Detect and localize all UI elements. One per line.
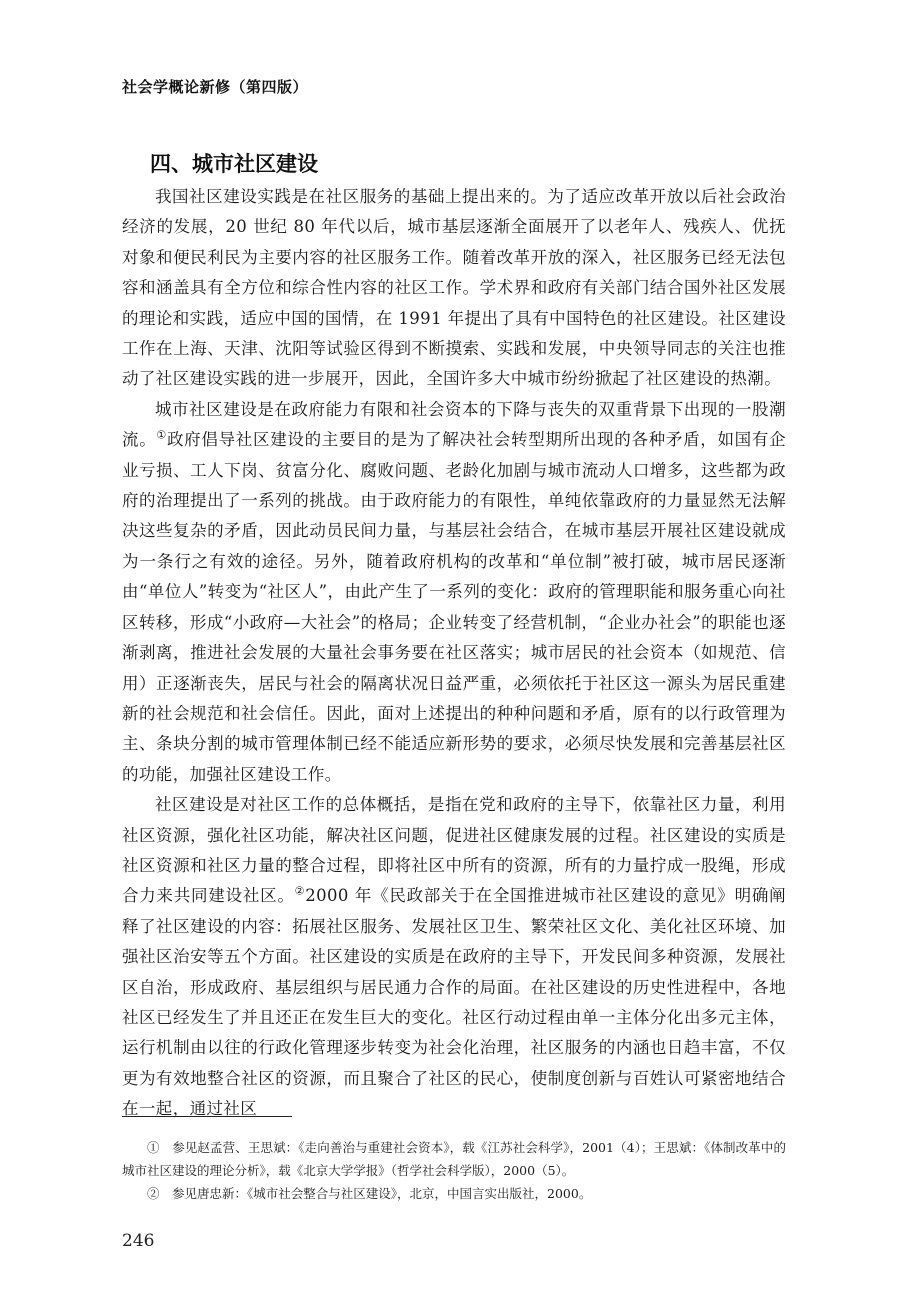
section-title: 四、城市社区建设	[150, 152, 318, 176]
paragraph-text: 政府倡导社区建设的主要目的是为了解决社会转型期所出现的各种矛盾，如国有企业亏损、工人下岗、贫富分化、腐败问题、老龄化加剧与城市流动人口增多，这些都为政府的治理提出了一系列的挑战。由于政府能力的有限性，单纯依靠政府的力量显然无法解决这些复杂的矛盾，因此动员民间力量，与基层社会结合，在城市基层开展社区建设就成为一条行之有效的途径。另外，随着政府机构的改革和“单位制”被打破，城市居民逐渐由“单位人”转变为“社区人”，由此产生了一系列的变化：政府的管理职能和服务重心向社区转移，形成“小政府—大社会”的格局；企业转变了经营机制，“企业办社会”的职能也逐渐剥离，推进社会发展的大量社会事务要在社区落实；城市居民的社会资本（如规范、信用）正逐渐丧失，居民与社会的隔离状况日益严重，必须依托于社区这一源头为居民重建新的社会规范和社会信任。因此，面对上述提出的种种问题和矛盾，原有的以行政管理为主、条块分割的城市管理体制已经不能适应新形势的要求，必须尽快发展和完善基层社区的功能，加强社区建设工作。	[122, 430, 786, 784]
footnote-divider	[122, 1116, 292, 1117]
footnotes	[122, 1136, 786, 1205]
footnote-marker-1[interactable]: ①	[156, 428, 167, 442]
paragraph-1	[122, 182, 786, 395]
paragraph-3	[122, 790, 786, 1124]
footnote-2: ② 参见唐忠新：《城市社会整合与社区建设》，北京，中国言实出版社，2000。	[147, 1186, 592, 1201]
paragraph-text: 社区建设是对社区工作的总体概括，是指在党和政府的主导下，依靠社区力量，利用社区资源，强化社区功能，解决社区问题，促进社区健康发展的过程。社区建设的实质是社区资源和社区力量的整合过程，即将社区中所有的资源，所有的力量拧成一股绳，形成合力来共同建设社区。	[122, 795, 786, 906]
paragraph-text: 城市社区建设是在政府能力有限和社会资本的下降与丧失的双重背景下出现的一股潮流。	[122, 399, 786, 450]
body-text	[122, 182, 786, 1125]
paragraph-2	[122, 395, 786, 790]
paragraph-text: 2000 年《民政部关于在全国推进城市社区建设的意见》明确阐释了社区建设的内容：拓展社区服务、发展社区卫生、繁荣社区文化、美化社区环境、加强社区治安等五个方面。社区建设的实质是在政府的主导下，开发民间多种资源，发展社区自治，形成政府、基层组织与居民通力合作的局面。在社区建设的历史性进程中，各地社区已经发生了并且还正在发生巨大的变化。社区行动过程由单一主体分化出多元主体，运行机制由以往的行政化管理逐步转变为社会化治理，社区服务的内涵也日趋丰富，不仅更为有效地整合社区的资源，而且聚合了社区的民心，使制度创新与百姓认可紧密地结合在一起，通过社区	[122, 886, 786, 1119]
footnote-marker-2[interactable]: ②	[294, 884, 306, 898]
paragraph-text: 我国社区建设实践是在社区服务的基础上提出来的。为了适应改革开放以后社会政治经济的发展，20 世纪 80 年代以后，城市基层逐渐全面展开了以老年人、残疾人、优抚对象和便民利民为主要内容的社区服务工作。随着改革开放的深入，社区服务已经无法包容和涵盖具有全方位和综合性内容的社区工作。学术界和政府有关部门结合国外社区发展的理论和实践，适应中国的国情，在 1991 年提出了具有中国特色的社区建设。社区建设工作在上海、天津、沈阳等试验区得到不断摸索、实践和发展，中央领导同志的关注也推动了社区建设实践的进一步展开，因此，全国许多大中城市纷纷掀起了社区建设的热潮。	[122, 187, 786, 389]
running-header: 社会学概论新修（第四版）	[122, 78, 309, 96]
page-number: 246	[122, 1231, 155, 1251]
footnote-1: ① 参见赵孟营、王思斌：《走向善治与重建社会资本》，载《江苏社会科学》，2001（4）；王思斌：《体制改革中的城市社区建设的理论分析》，载《北京大学学报》（哲学社会科学版），2000（5）。	[122, 1140, 786, 1178]
